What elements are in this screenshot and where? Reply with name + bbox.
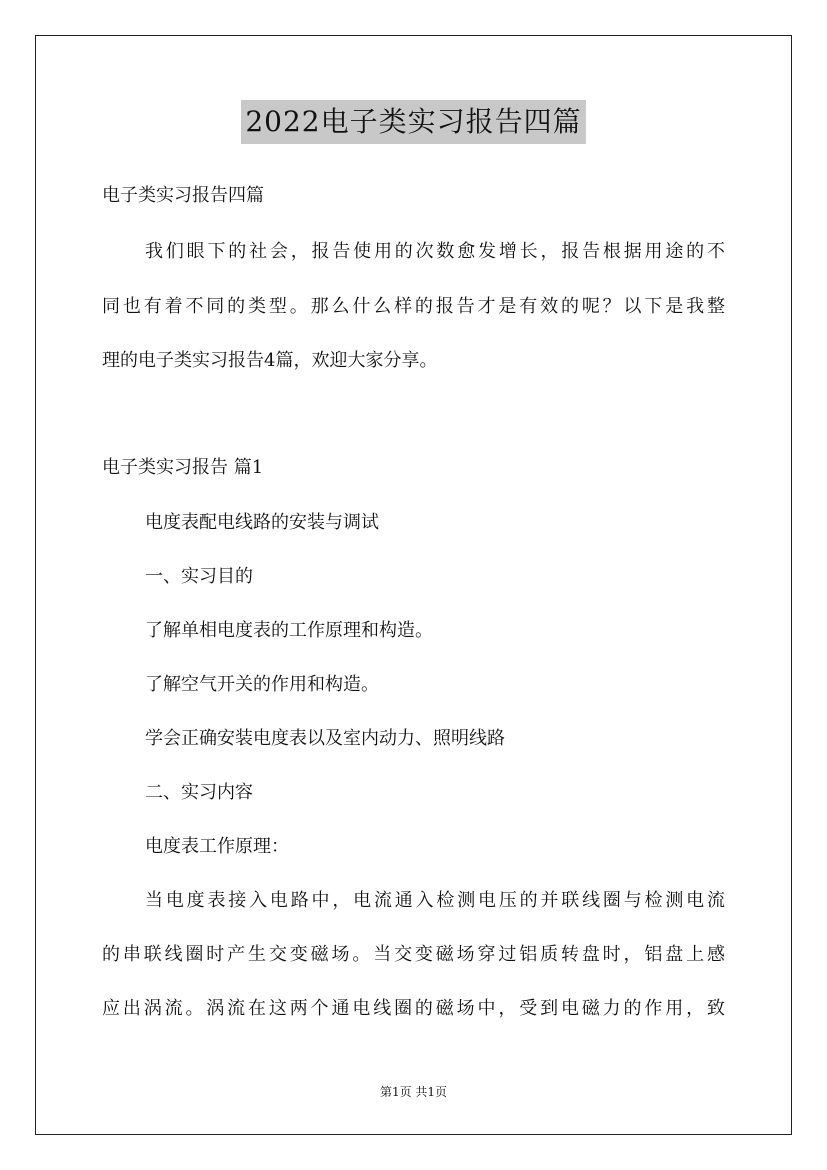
paragraph-line: 同也有着不同的类型。那么什么样的报告才是有效的呢？以下是我整 bbox=[102, 296, 725, 317]
document-title: 2022电子类实习报告四篇 bbox=[241, 100, 585, 144]
title-block bbox=[0, 100, 827, 144]
paragraph-line: 了解空气开关的作用和构造。 bbox=[145, 674, 379, 695]
paragraph-line: 电度表工作原理： bbox=[145, 836, 289, 857]
paragraph-line: 了解单相电度表的工作原理和构造。 bbox=[145, 620, 433, 641]
page-footer: 第1页 共1页 bbox=[379, 1085, 448, 1099]
section-heading: 电子类实习报告 篇1 bbox=[102, 457, 264, 478]
paragraph-line: 当电度表接入电路中，电流通入检测电压的并联线圈与检测电流 bbox=[145, 890, 725, 911]
paragraph-line: 电度表配电线路的安装与调试 bbox=[145, 512, 379, 533]
paragraph-line: 我们眼下的社会，报告使用的次数愈发增长，报告根据用途的不 bbox=[145, 241, 725, 262]
paragraph-line: 一、实习目的 bbox=[145, 566, 253, 587]
paragraph-line: 学会正确安装电度表以及室内动力、照明线路 bbox=[145, 728, 505, 749]
paragraph-line: 的串联线圈时产生交变磁场。当交变磁场穿过铝质转盘时，铝盘上感 bbox=[102, 944, 725, 965]
paragraph-line: 应出涡流。涡流在这两个通电线圈的磁场中，受到电磁力的作用，致 bbox=[102, 998, 725, 1019]
paragraph-line: 二、实习内容 bbox=[145, 782, 253, 803]
subtitle-line: 电子类实习报告四篇 bbox=[102, 185, 264, 206]
paragraph-line: 理的电子类实习报告4篇，欢迎大家分享。 bbox=[102, 350, 438, 371]
